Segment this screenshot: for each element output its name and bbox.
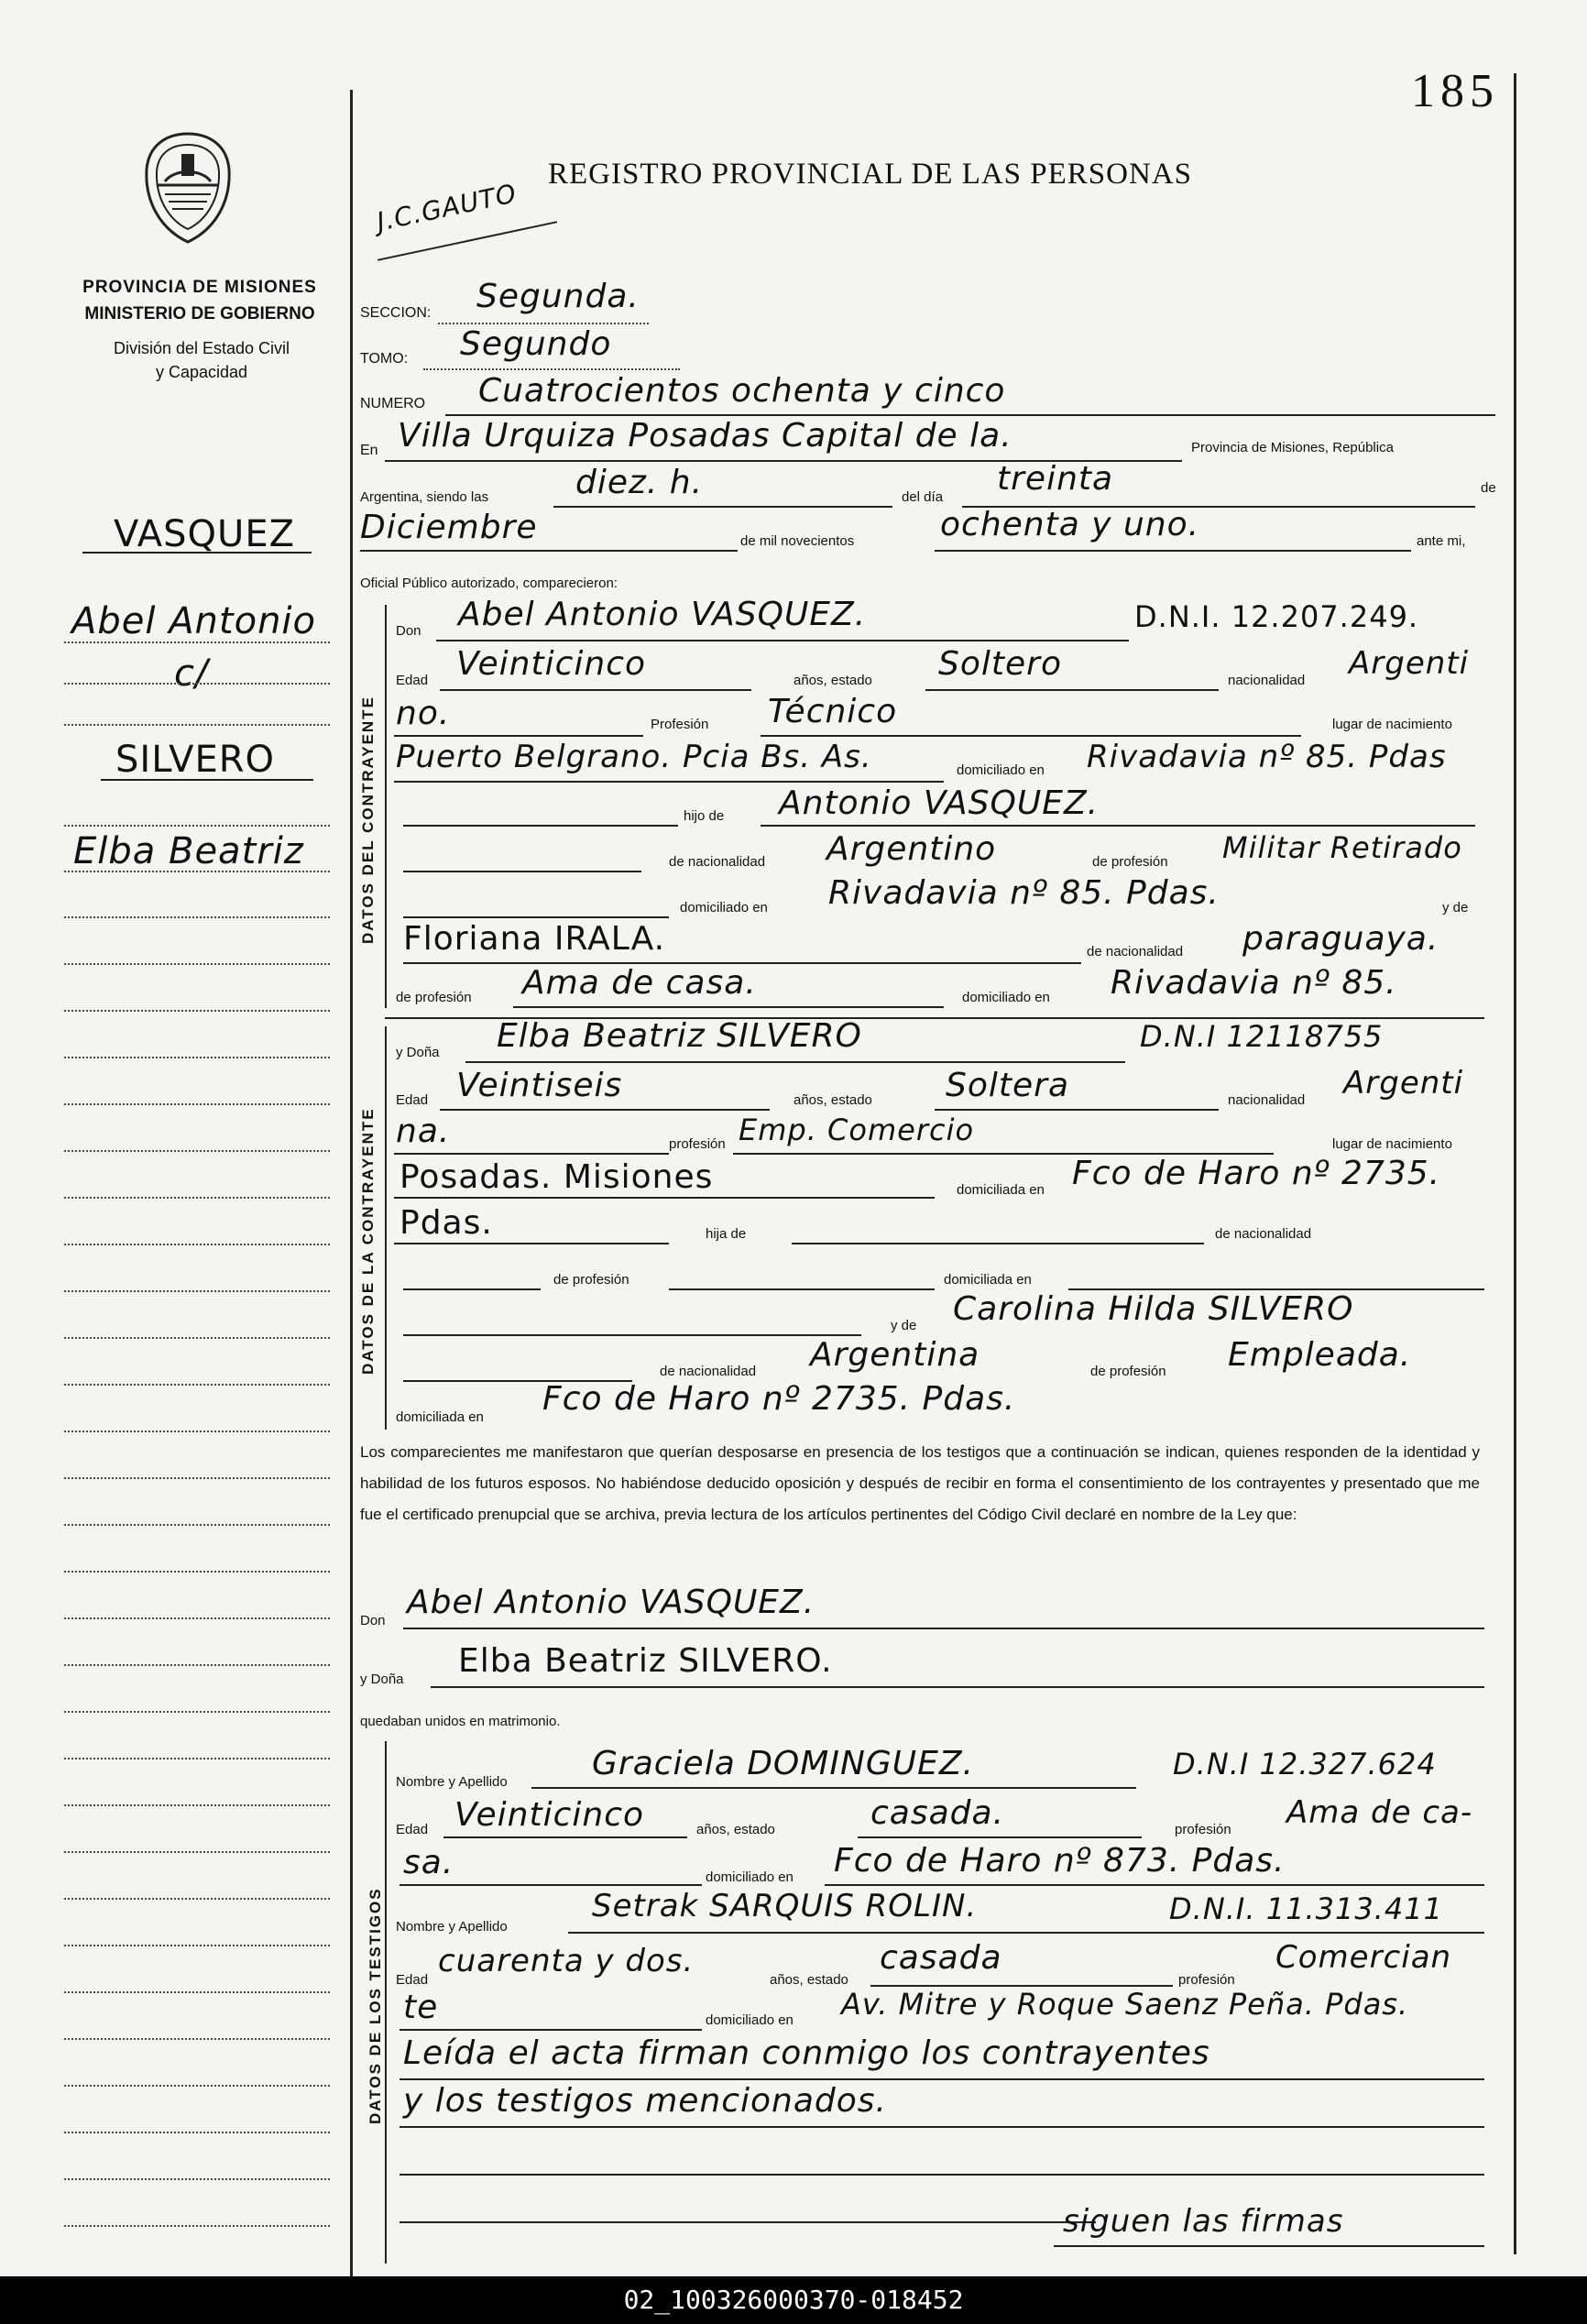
margin-dotted-line	[64, 1290, 330, 1292]
margin-dotted-line	[64, 1617, 330, 1619]
c1-prof-line	[761, 735, 1301, 737]
c1-hijo-line-a	[403, 825, 678, 827]
c2-edad-line	[440, 1109, 770, 1111]
margin-underline-1	[82, 552, 312, 554]
c2-nombre: Elba Beatriz SILVERO	[497, 1017, 862, 1055]
t2-prof-a: Comercian	[1275, 1939, 1452, 1976]
margin-dotted-line	[64, 1571, 330, 1573]
c1-box-rule	[385, 605, 387, 1008]
seccion-value: Segunda.	[476, 278, 640, 315]
margin-given-2: Elba Beatriz	[73, 830, 304, 872]
t1-prof-label: profesión	[1175, 1822, 1231, 1837]
margin-dotted-line	[64, 963, 330, 965]
province-heading: PROVINCIA DE MISIONES	[82, 278, 317, 297]
c1-pprof: Militar Retirado	[1222, 830, 1462, 865]
margin-dotted-line	[64, 1945, 330, 1946]
c2-nac-label: nacionalidad	[1228, 1092, 1306, 1108]
lugar-value: Villa Urquiza Posadas Capital de la.	[398, 417, 1012, 455]
c2-hija-label: hija de	[706, 1226, 747, 1242]
t-cierre-line	[1054, 2245, 1484, 2247]
t1-dni: D.N.I 12.327.624	[1173, 1747, 1437, 1781]
c1-hijo-label: hijo de	[684, 808, 725, 824]
de-label: de	[1481, 480, 1496, 496]
t2-anos-label: años, estado	[770, 1972, 848, 1988]
t2-dni: D.N.I. 11.313.411	[1169, 1891, 1443, 1926]
margin-dotted-line	[64, 1244, 330, 1245]
c1-estado-line	[925, 689, 1219, 691]
c1-edad-label: Edad	[396, 673, 429, 688]
del-dia-label: del día	[902, 489, 944, 505]
c2-madre: Carolina Hilda SILVERO	[953, 1290, 1354, 1328]
seccion-label: SECCION:	[360, 305, 432, 321]
anio-line	[935, 550, 1411, 552]
margin-dotted-line	[64, 2085, 330, 2087]
c1-pdom-label: domiciliado en	[680, 900, 768, 915]
t-cierre: siguen las firmas	[1063, 2203, 1344, 2240]
left-column-rule	[350, 90, 353, 2276]
c2-dni: D.N.I 12118755	[1140, 1019, 1384, 1054]
t1-dom-label: domiciliado en	[706, 1869, 794, 1885]
oficial-label: Oficial Público autorizado, comparecieron:	[360, 576, 618, 591]
t2-nombre-line	[568, 1932, 1484, 1934]
t-section-label: DATOS DE LOS TESTIGOS	[367, 1887, 384, 2124]
margin-dotted-line	[64, 825, 330, 827]
c1-nombre-line	[436, 640, 1129, 641]
provincia-label: Provincia de Misiones, República	[1191, 440, 1394, 455]
c1-lugar-line	[394, 781, 944, 783]
c2-edad-label: Edad	[396, 1092, 429, 1108]
c1-estado-label: años, estado	[794, 673, 872, 688]
ministry-heading: MINISTERIO DE GOBIERNO	[84, 304, 315, 323]
margin-dotted-line	[64, 1898, 330, 1900]
c1-lugar-label: lugar de nacimiento	[1332, 717, 1452, 732]
c2-pnac-label: de nacionalidad	[1215, 1226, 1312, 1242]
dia-value: treinta	[997, 460, 1114, 498]
registry-title: REGISTRO PROVINCIAL DE LAS PERSONAS	[548, 158, 1193, 191]
t1-anos-label: años, estado	[696, 1822, 775, 1837]
decl-esposo-line	[403, 1628, 1484, 1629]
c1-dom: Rivadavia nº 85. Pdas	[1087, 739, 1447, 775]
t1-profb-line	[399, 1884, 702, 1886]
c1-madre: Floriana IRALA.	[403, 920, 666, 958]
c2-nacb-line	[394, 1153, 669, 1155]
c1-mprof-label: de profesión	[396, 990, 472, 1005]
margin-dotted-line	[64, 724, 330, 726]
c2-box-rule	[385, 1026, 387, 1430]
t1-edad-line	[443, 1836, 687, 1838]
c2-lugar-label: lugar de nacimiento	[1332, 1136, 1452, 1152]
c2-dom-b: Pdas.	[399, 1204, 493, 1242]
t1-edad: Veinticinco	[454, 1796, 645, 1834]
c2-dom-label: domiciliada en	[957, 1182, 1045, 1198]
margin-dotted-line	[64, 641, 330, 643]
t-nota2-line	[399, 2126, 1484, 2128]
c2-estado-line	[935, 1109, 1219, 1111]
margin-dotted-line	[64, 1804, 330, 1806]
margin-given-1: Abel Antonio	[71, 600, 316, 642]
t2-label: Nombre y Apellido	[396, 1919, 508, 1935]
margin-dotted-line	[64, 1758, 330, 1759]
c2-mnac: Argentina	[810, 1336, 980, 1374]
c2-pdom-label: domiciliada en	[944, 1272, 1032, 1288]
c1-dni: D.N.I. 12.207.249.	[1134, 599, 1419, 634]
en-label: En	[360, 443, 378, 458]
margin-underline-2	[101, 779, 313, 781]
t1-dom: Fco de Haro nº 873. Pdas.	[834, 1842, 1286, 1880]
margin-dotted-line	[64, 2225, 330, 2227]
margin-dotted-line	[64, 1010, 330, 1012]
t1-nombre-line	[531, 1787, 1136, 1789]
margin-dotted-line	[64, 1431, 330, 1432]
c1-pnac: Argentino	[826, 830, 997, 868]
margin-dotted-line	[64, 1150, 330, 1152]
margin-dotted-line	[64, 1197, 330, 1199]
numero-label: NUMERO	[360, 396, 426, 411]
margin-dotted-line	[64, 1524, 330, 1526]
t1-prof-b: sa.	[403, 1844, 454, 1881]
de-mil-label: de mil novecientos	[740, 533, 855, 549]
margin-dotted-line	[64, 916, 330, 918]
c1-prof: Técnico	[768, 693, 898, 730]
t1-nombre: Graciela DOMINGUEZ.	[592, 1745, 974, 1782]
c2-hija-line	[792, 1243, 1204, 1244]
c1-pprof-label: de profesión	[1092, 854, 1168, 870]
c1-nac-label: nacionalidad	[1228, 673, 1306, 688]
c2-mdom: Fco de Haro nº 2735. Pdas.	[542, 1380, 1016, 1418]
margin-dotted-line	[64, 2038, 330, 2040]
c2-estado-label: años, estado	[794, 1092, 872, 1108]
declaration-paragraph: Los comparecientes me manifestaron que querían desposarse en presencia de los testigos que a continuación se indican, quienes responden de la identidad y habilidad de los futuros esposos. No habiéndose deducido oposición y después de recibir en forma el consentimiento de los contrayentes y presentado que me fue el certificado prenupcial que se archiva, previa lectura de los artículos pertinentes del Código Civil declaré en nombre de la Ley que:	[360, 1443, 1480, 1523]
t-blank-line-1	[399, 2174, 1484, 2176]
t1-label: Nombre y Apellido	[396, 1774, 508, 1790]
c1-mprof: Ama de casa.	[522, 964, 757, 1002]
t1-edad-label: Edad	[396, 1822, 429, 1837]
c1-pnac-line-a	[403, 871, 641, 872]
margin-dotted-line	[64, 1477, 330, 1479]
numero-value: Cuatrocientos ochenta y cinco	[478, 372, 1006, 410]
c1-nombre: Abel Antonio VASQUEZ.	[458, 596, 867, 633]
c2-nac-a: Argenti	[1343, 1065, 1464, 1102]
t1-dom-line	[825, 1884, 1484, 1886]
seccion-line	[438, 323, 649, 324]
c1-pdom-line-a	[403, 916, 669, 918]
t2-prof-label: profesión	[1178, 1972, 1235, 1988]
c2-mprof-label: de profesión	[1090, 1364, 1166, 1379]
division-line-2: y Capacidad	[155, 363, 248, 381]
margin-dotted-line	[64, 1664, 330, 1666]
c1-nacb-line	[394, 735, 643, 737]
c1-pnac-label: de nacionalidad	[669, 854, 766, 870]
c2-dom-a: Fco de Haro nº 2735.	[1072, 1155, 1441, 1192]
t-nota-1: Leída el acta firman conmigo los contrayentes	[403, 2034, 1210, 2072]
c2-estado: Soltera	[946, 1067, 1070, 1104]
t2-nombre: Setrak SARQUIS ROLIN.	[592, 1888, 978, 1924]
c2-mdom-label: domiciliada en	[396, 1409, 484, 1425]
c2-dona-label: y Doña	[396, 1045, 440, 1060]
t1-estado-line	[858, 1836, 1142, 1838]
c1-pdom: Rivadavia nº 85. Pdas.	[828, 874, 1220, 912]
c1-padre-line	[761, 825, 1475, 827]
file-id-footer: 02_100326000370-018452	[0, 2276, 1587, 2324]
decl-esposo: Abel Antonio VASQUEZ.	[407, 1584, 815, 1621]
official-annotation: J.C.GAUTO	[374, 178, 520, 237]
margin-dotted-line	[64, 1711, 330, 1713]
c1-mnac-label: de nacionalidad	[1087, 944, 1184, 959]
t2-edad-label: Edad	[396, 1972, 429, 1988]
c1-edad-line	[440, 689, 751, 691]
margin-dotted-line	[64, 2178, 330, 2180]
c1-yde-label: y de	[1442, 900, 1469, 915]
tomo-label: TOMO:	[360, 351, 409, 367]
t2-prof-b: te	[403, 1989, 439, 2026]
margin-dotted-line	[64, 1337, 330, 1339]
c2-pprof-line-a	[403, 1288, 541, 1290]
t-blank-line-2	[399, 2221, 1096, 2223]
numero-line	[445, 414, 1495, 416]
c2-edad: Veintiseis	[456, 1067, 623, 1104]
c1-nac-a: Argenti	[1349, 645, 1470, 682]
c2-yde-label: y de	[891, 1318, 917, 1333]
c2-section-label: DATOS DE LA CONTRAYENTE	[359, 1107, 377, 1375]
decl-esposa-line	[431, 1686, 1484, 1688]
decl-don-label: Don	[360, 1613, 386, 1628]
c2-prof-label: profesión	[669, 1136, 726, 1152]
c2-yde-line-a	[403, 1334, 861, 1336]
mes-value: Diciembre	[360, 509, 538, 546]
margin-dotted-line	[64, 683, 330, 685]
margin-surname-1: VASQUEZ	[114, 513, 295, 555]
margin-dotted-line	[64, 1057, 330, 1058]
c1-nac-b: no.	[396, 695, 451, 732]
c1-estado: Soltero	[938, 645, 1062, 683]
c2-prof: Emp. Comercio	[739, 1113, 975, 1147]
c2-mnac-label: de nacionalidad	[660, 1364, 757, 1379]
margin-dotted-line	[64, 1103, 330, 1105]
c1-edad: Veinticinco	[456, 645, 647, 683]
c1-lugar: Puerto Belgrano. Pcia Bs. As.	[396, 739, 872, 775]
t2-profb-line	[399, 2029, 702, 2031]
right-border	[1514, 73, 1516, 2254]
margin-surname-2: SILVERO	[115, 739, 275, 781]
provincial-seal	[137, 128, 238, 247]
margin-dotted-line	[64, 1991, 330, 1993]
c2-lugar: Posadas. Misiones	[399, 1158, 714, 1196]
hora-line	[553, 506, 892, 508]
mes-line	[360, 550, 738, 552]
t2-estado: casada	[880, 1939, 1002, 1977]
c2-pprof-label: de profesión	[553, 1272, 629, 1288]
t-nota1-line	[399, 2078, 1484, 2080]
c2-lugar-line	[394, 1197, 935, 1199]
c1-mdom-label: domiciliado en	[962, 990, 1050, 1005]
c2-nombre-line	[465, 1061, 1125, 1063]
margin-dotted-line	[64, 1384, 330, 1386]
c1-don-label: Don	[396, 623, 421, 639]
tomo-line	[423, 368, 680, 370]
decl-dona-label: y Doña	[360, 1672, 404, 1687]
page-number: 185	[1411, 65, 1499, 117]
anio-value: ochenta y uno.	[940, 506, 1200, 543]
t-box-rule	[385, 1741, 387, 2264]
c2-pprof-line-b	[669, 1288, 935, 1290]
hora-value: diez. h.	[575, 464, 704, 501]
c1-section-label: DATOS DEL CONTRAYENTE	[359, 696, 377, 944]
t2-edad: cuarenta y dos.	[438, 1943, 695, 1979]
c1-padre: Antonio VASQUEZ.	[779, 784, 1100, 822]
c1-dom-label: domiciliado en	[957, 762, 1045, 778]
tomo-value: Segundo	[460, 325, 612, 363]
margin-dotted-line	[64, 871, 330, 872]
t-nota-2: y los testigos mencionados.	[403, 2082, 887, 2120]
t2-dom-label: domiciliado en	[706, 2012, 794, 2028]
c2-nac-b: na.	[396, 1113, 451, 1150]
t1-estado: casada.	[870, 1794, 1005, 1832]
decl-unidos: quedaban unidos en matrimonio.	[360, 1714, 561, 1729]
c1-mprof-line	[513, 1006, 944, 1008]
c1-prof-label: Profesión	[651, 717, 709, 732]
c2-domb-line	[394, 1243, 669, 1244]
margin-connector: c/	[174, 652, 209, 695]
c2-mprof: Empleada.	[1228, 1336, 1412, 1374]
t2-dom: Av. Mitre y Roque Saenz Peña. Pdas.	[841, 1987, 1409, 2022]
division-line-1: División del Estado Civil	[113, 339, 290, 357]
margin-dotted-line	[64, 2132, 330, 2133]
margin-dotted-line	[64, 1851, 330, 1853]
c1-mnac: paraguaya.	[1242, 920, 1439, 958]
decl-esposa: Elba Beatriz SILVERO.	[458, 1642, 833, 1680]
argentina-label: Argentina, siendo las	[360, 489, 489, 505]
c1-mdom: Rivadavia nº 85.	[1111, 964, 1397, 1002]
t1-prof-a: Ama de ca-	[1286, 1794, 1473, 1831]
ante-mi-label: ante mi,	[1417, 533, 1466, 549]
